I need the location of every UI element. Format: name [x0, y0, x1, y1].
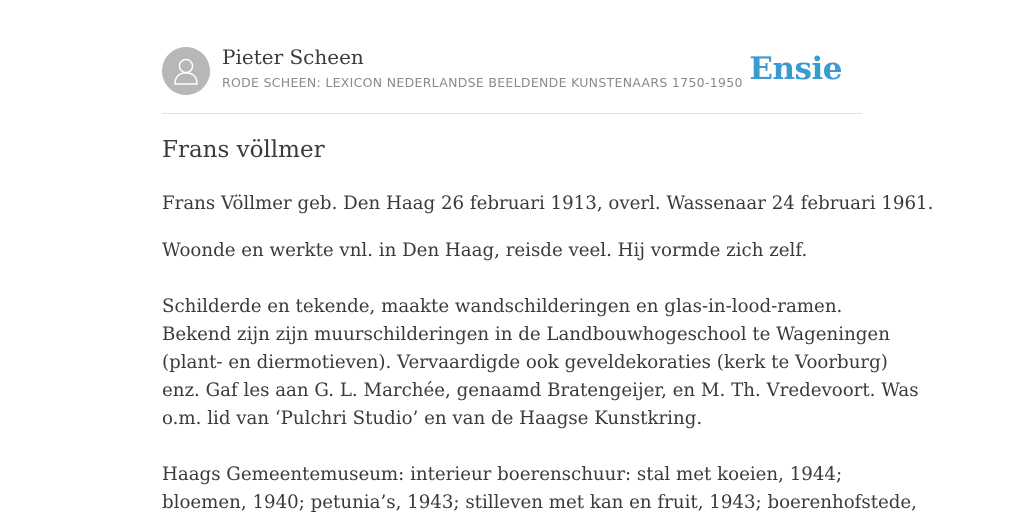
author-name[interactable]: Pieter Scheen	[222, 45, 364, 69]
article-title: Frans völlmer	[162, 137, 325, 163]
article-page	[162, 0, 934, 513]
paragraph-line: o.m. lid van ‘Pulchri Studio’ en van de Haagse Kunstkring.	[162, 408, 703, 429]
paragraph-line: enz. Gaf les aan G. L. Marchée, genaamd Bratengeijer, en M. Th. Vredevoort. Was	[162, 380, 919, 401]
paragraph-residence: Woonde en werkte vnl. in Den Haag, reisde veel. Hij vormde zich zelf.	[162, 240, 808, 261]
paragraph-line: Bekend zijn zijn muurschilderingen in de Landbouwhogeschool te Wageningen	[162, 324, 890, 345]
source-title[interactable]: RODE SCHEEN: LEXICON NEDERLANDSE BEELDENDE KUNSTENAARS 1750-1950	[222, 75, 743, 90]
paragraph-birth: Frans Völlmer geb. Den Haag 26 februari 1913, overl. Wassenaar 24 februari 1961.	[162, 193, 934, 214]
ensie-logo[interactable]: Ensie	[749, 51, 842, 87]
person-icon	[172, 56, 200, 86]
article-body	[162, 190, 934, 517]
paragraph-line: (plant- en diermotieven). Vervaardigde ook geveldekoraties (kerk te Voorburg)	[162, 352, 888, 373]
paragraph-line: bloemen, 1940; petunia’s, 1943; stilleven met kan en fruit, 1943; boerenhofstede,	[162, 492, 917, 513]
paragraph-line: Haags Gemeentemuseum: interieur boerenschuur: stal met koeien, 1944;	[162, 464, 843, 485]
paragraph-line: Schilderde en tekende, maakte wandschilderingen en glas-in-lood-ramen.	[162, 296, 843, 317]
header	[162, 0, 862, 114]
user-avatar-icon[interactable]	[162, 47, 210, 95]
